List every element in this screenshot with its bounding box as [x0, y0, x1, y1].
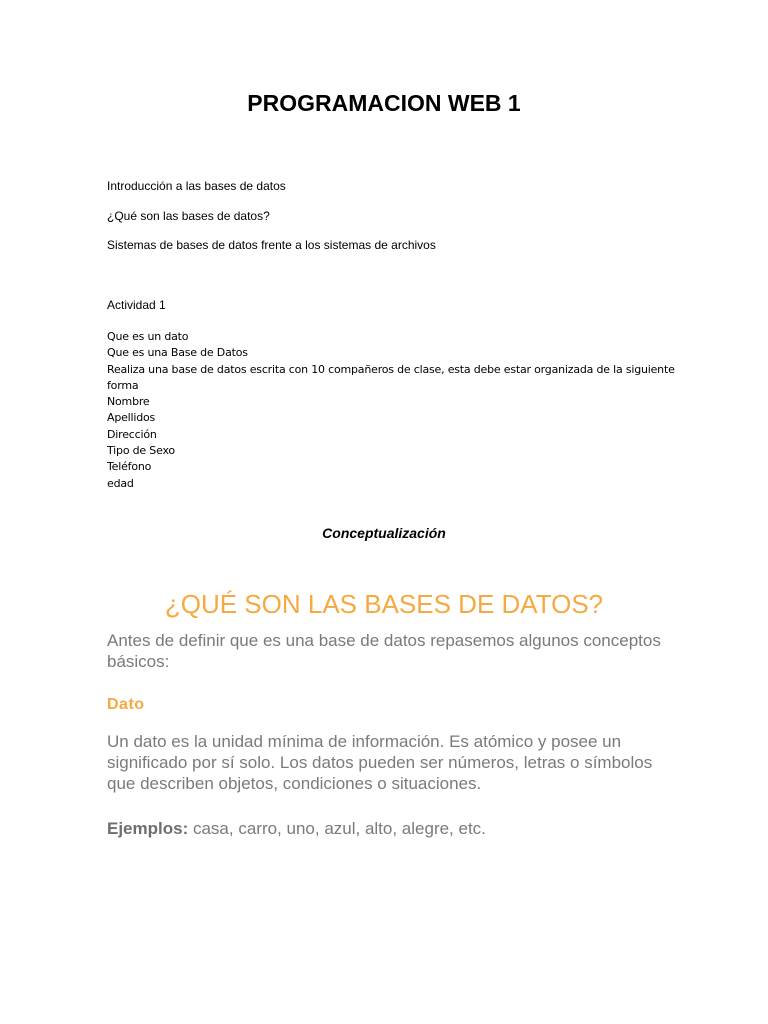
document-title: PROGRAMACION WEB 1 [247, 90, 521, 116]
activity-title: Actividad 1 [107, 298, 166, 312]
examples-paragraph [107, 818, 667, 839]
lead-paragraph: Antes de definir que es una base de datos repasemos algunos conceptos básicos: [107, 631, 661, 671]
activity-item: Tipo de Sexo [107, 444, 175, 458]
definition-paragraph: Un dato es la unidad mínima de información. Es atómico y posee un significado por sí solo. Los datos pueden ser números, letras o símbolos que describen objetos, condiciones o situaciones. [107, 732, 653, 793]
intro-line: Introducción a las bases de datos [107, 179, 286, 193]
intro-line: Sistemas de bases de datos frente a los sistemas de archivos [107, 238, 436, 252]
activity-item: Dirección [107, 427, 157, 441]
activity-item: Realiza una base de datos escrita con 10 compañeros de clase, esta debe estar organizada de la siguiente forma [107, 362, 675, 392]
activity-item: Que es un dato [107, 330, 189, 343]
intro-line: ¿Qué son las bases de datos? [107, 209, 270, 223]
activity-item: edad [107, 476, 134, 490]
activity-item: Nombre [107, 395, 150, 409]
examples-label: Ejemplos: [107, 819, 189, 838]
activity-list [107, 329, 677, 492]
section-label: Conceptualización [322, 525, 446, 541]
dato-subheading: Dato [107, 696, 145, 713]
main-heading: ¿QUÉ SON LAS BASES DE DATOS? [164, 589, 604, 619]
examples-text: casa, carro, uno, azul, alto, alegre, etc. [188, 819, 486, 838]
activity-item: Teléfono [107, 460, 152, 474]
activity-item: Apellidos [107, 411, 156, 425]
activity-item: Que es una Base de Datos [107, 346, 248, 360]
